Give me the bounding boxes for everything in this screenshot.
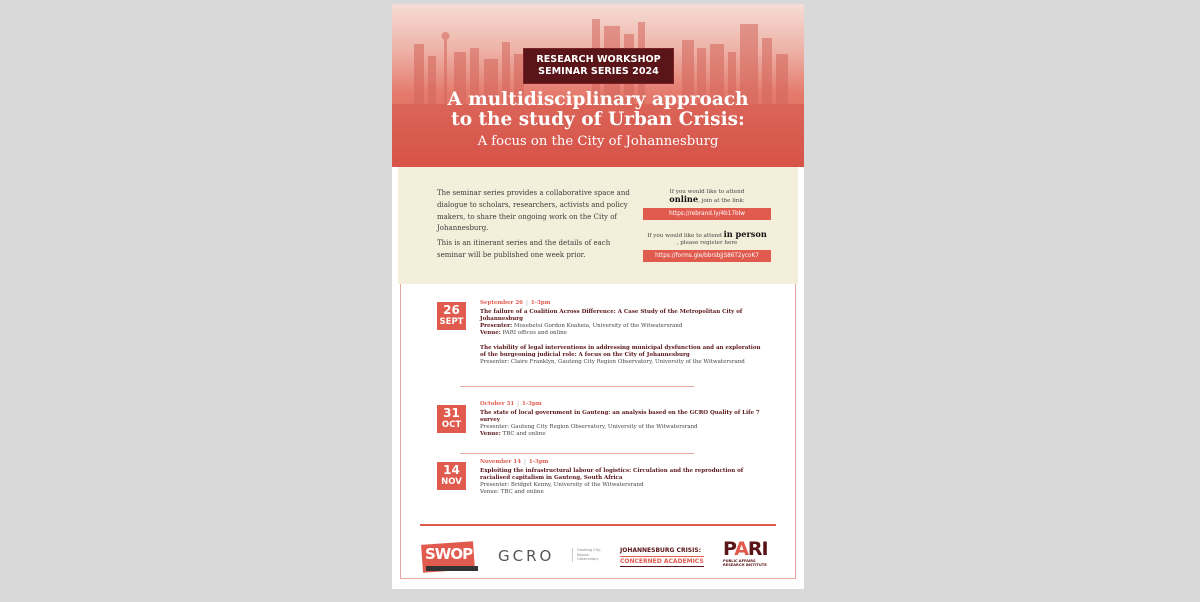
online-cta — [643, 189, 771, 220]
talk-title: The viability of legal interventions in addressing municipal dysfunction and an exploration of the burgeoning judicial role: A focus on the City of Johannesburg — [480, 345, 761, 358]
swop-logo: SWOP — [422, 537, 482, 571]
badge-line-2: SEMINAR SERIES 2024 — [538, 66, 659, 77]
event-oct-31 — [480, 401, 765, 438]
intro-text — [437, 188, 637, 265]
intro-panel — [398, 167, 798, 284]
divider — [460, 386, 694, 387]
date-badge-nov-14: 14 NOV — [437, 462, 466, 490]
in-person-link[interactable]: https://forms.gle/bbrsbjJS86T2ycoK7 — [643, 250, 771, 262]
talk-venue: Venue: TBC and online — [480, 489, 544, 495]
event-date-time: October 31 | 1-3pm — [480, 401, 542, 407]
in-person-cta — [643, 231, 771, 262]
online-cta-text: If you would like to attend online, join at the link: — [669, 189, 745, 204]
title-line-2: to the study of Urban Crisis: — [451, 109, 745, 130]
poster — [392, 4, 804, 589]
intro-paragraph-1: The seminar series provides a collaborative space and dialogue to scholars, researchers, activists and policy makers, to share their ongoing work on the City of Johannesburg. — [437, 189, 630, 233]
talk-presenter: Presenter: Claire Franklyn, Gauteng City Region Observatory, University of the Witwatersrand — [480, 359, 745, 365]
header-banner — [392, 4, 804, 167]
talk-presenter: Presenter: Bridget Kenny, University of the Witwatersrand — [480, 482, 644, 488]
intro-paragraph-2: This is an itinerant series and the details of each seminar will be published one week prior. — [437, 239, 611, 259]
talk-title: The state of local government in Gauteng: an analysis based on the GCRO Quality of Life 7 survey — [480, 410, 760, 423]
event-date-time: November 14 | 1-3pm — [480, 459, 549, 465]
date-badge-sept-26: 26 SEPT — [437, 302, 466, 330]
event-nov-14 — [480, 459, 765, 496]
pari-logo: PARI PUBLIC AFFAIRS RESEARCH INSTITUTE — [723, 538, 768, 568]
talk-presenter: Presenter: Mosebetsi Gordon Koaheia, University of the Witwatersrand — [480, 323, 683, 329]
title-line-1: A multidisciplinary approach — [447, 89, 749, 110]
talk-venue: Venue: TBC and online — [480, 431, 546, 437]
page-title — [392, 90, 804, 130]
series-badge — [524, 49, 673, 83]
event-date-time: September 26 | 1-3pm — [480, 300, 551, 306]
talk-title: The failure of a Coalition Across Difference: A Case Study of the Metropolitan City of Johannesburg — [480, 309, 743, 322]
talk-venue: Venue: PARI offices and online — [480, 330, 567, 336]
date-badge-oct-31: 31 OCT — [437, 405, 466, 433]
gcro-logo: GCRO — [498, 547, 555, 565]
gcro-logo-subtitle: Gauteng City-Region Observatory — [572, 548, 607, 562]
talk-title: Exploiting the infrastructural labour of logistics: Circulation and the reproduction of racialised capitalism in Gauteng, South Africa — [480, 468, 744, 481]
jca-logo: JOHANNESBURG CRISIS: CONCERNED ACADEMICS — [620, 547, 704, 565]
talk-presenter: Presenter: Gauteng City Region Observatory, University of the Witwatersrand — [480, 424, 698, 430]
footer-divider — [420, 524, 776, 526]
event-sept-26 — [480, 300, 765, 366]
divider — [460, 453, 694, 454]
in-person-cta-text: If you would like to attend in person , please register here — [647, 229, 767, 246]
online-link[interactable]: https://rebrand.ly/4b17blw — [643, 208, 771, 220]
page-subtitle: A focus on the City of Johannesburg — [477, 134, 719, 149]
badge-line-1: RESEARCH WORKSHOP — [536, 54, 661, 65]
